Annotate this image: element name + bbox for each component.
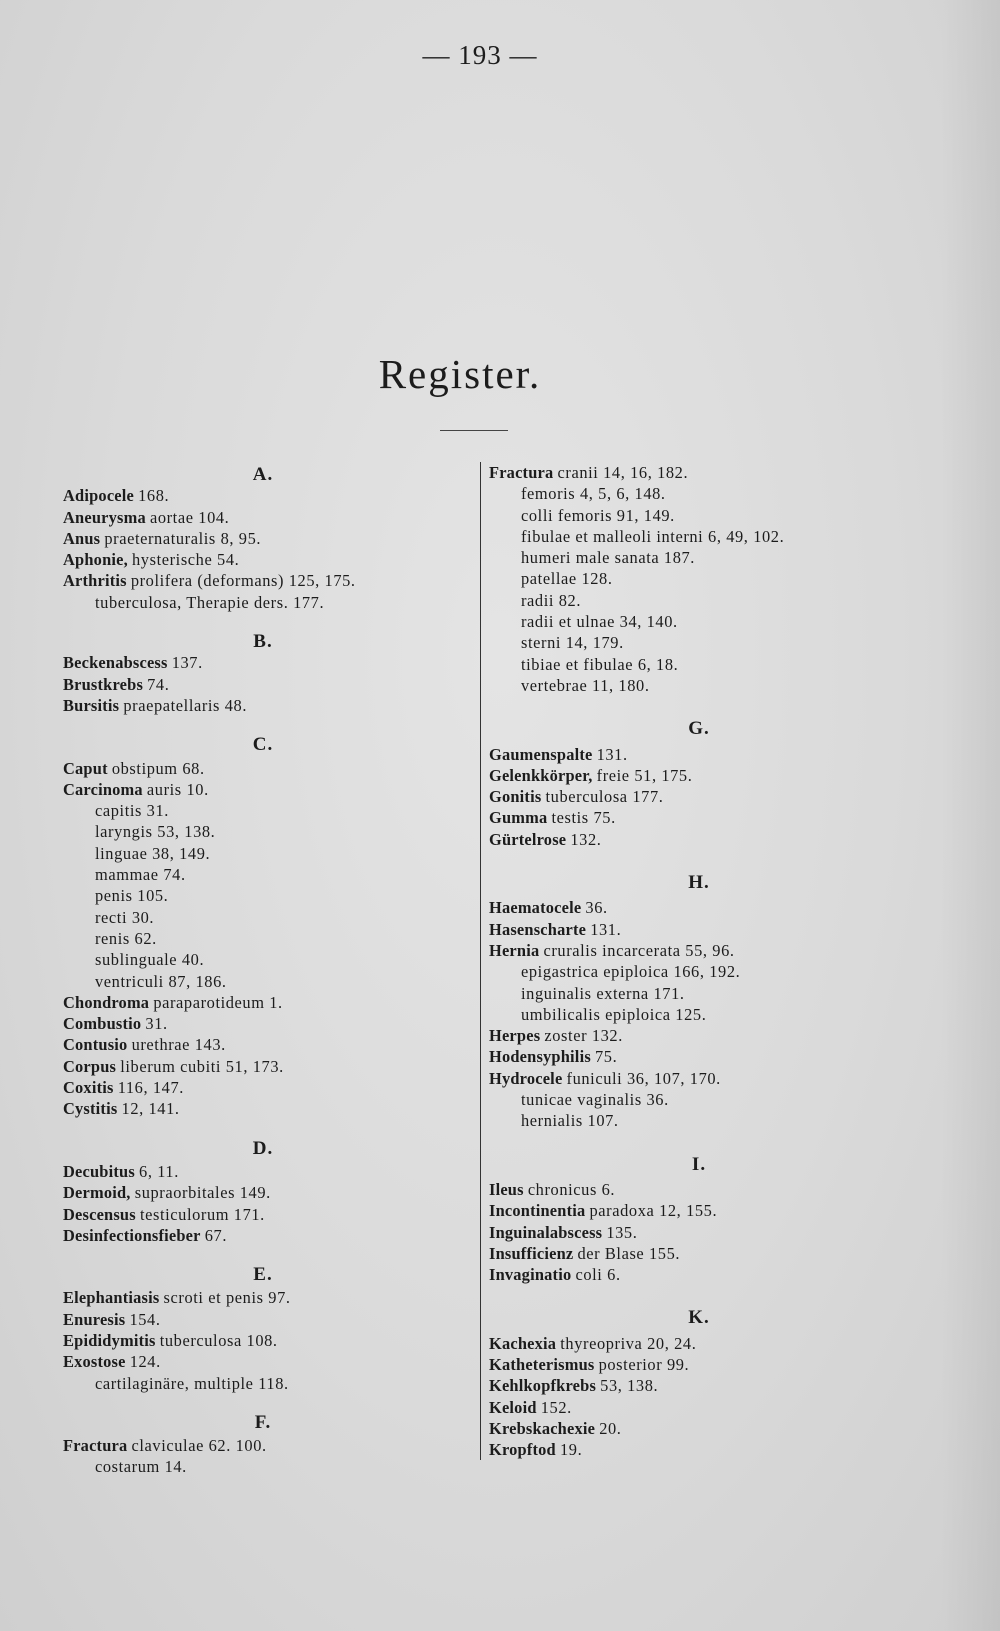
entry-pages: 135. bbox=[606, 1222, 638, 1242]
index-subentry bbox=[489, 568, 949, 589]
entry-term: Enuresis bbox=[63, 1309, 126, 1329]
entry-term: Corpus bbox=[63, 1056, 117, 1076]
index-entry bbox=[489, 1264, 949, 1285]
index-entry bbox=[489, 1222, 949, 1243]
index-subentry bbox=[489, 1004, 949, 1025]
index-subentry bbox=[489, 547, 949, 568]
index-section bbox=[63, 1138, 483, 1246]
index-section bbox=[63, 734, 483, 1119]
index-entry bbox=[489, 829, 949, 850]
entry-term: Kehlkopfkrebs bbox=[489, 1376, 597, 1396]
index-section bbox=[63, 631, 483, 716]
index-entry bbox=[489, 1439, 949, 1460]
index-entry bbox=[489, 1397, 949, 1418]
entry-pages: paraparotideum 1. bbox=[153, 992, 283, 1012]
index-entry bbox=[63, 1182, 483, 1203]
entry-pages: prolifera (deformans) 125, 175. bbox=[130, 571, 356, 591]
entry-term: Gumma bbox=[489, 808, 548, 828]
entry-pages: hernialis 107. bbox=[521, 1111, 619, 1131]
entry-pages: tuberculosa, Therapie ders. 177. bbox=[95, 592, 325, 612]
entry-pages: claviculae 62. 100. bbox=[131, 1436, 267, 1456]
entry-term: Adipocele bbox=[63, 486, 134, 506]
entry-pages: mammae 74. bbox=[95, 865, 186, 885]
page-edge-shadow bbox=[940, 0, 1000, 1631]
section-letter: I. bbox=[691, 1153, 707, 1175]
entry-pages: chronicus 6. bbox=[527, 1179, 616, 1199]
section-letter: C. bbox=[252, 734, 274, 756]
entry-term: Keloid bbox=[489, 1397, 537, 1417]
index-subentry bbox=[489, 1110, 949, 1131]
entry-term: Elephantiasis bbox=[63, 1288, 160, 1308]
entry-pages: tuberculosa 108. bbox=[159, 1330, 278, 1350]
entry-term: Fractura bbox=[489, 463, 554, 482]
section-letter: E. bbox=[253, 1264, 273, 1286]
index-entry bbox=[489, 1025, 949, 1046]
index-entry bbox=[63, 652, 483, 673]
section-letter: D. bbox=[252, 1137, 274, 1159]
index-entry bbox=[63, 1034, 483, 1055]
entry-pages: praeternaturalis 8, 95. bbox=[104, 528, 262, 548]
index-subentry bbox=[489, 483, 949, 504]
index-entry bbox=[63, 758, 483, 779]
section-letter: G. bbox=[688, 718, 710, 740]
index-section bbox=[63, 1412, 483, 1478]
index-entry bbox=[489, 765, 949, 786]
index-entry bbox=[63, 1330, 483, 1351]
entry-pages: 131. bbox=[596, 744, 628, 764]
entry-pages: capitis 31. bbox=[95, 801, 169, 821]
entry-pages: patellae 128. bbox=[521, 569, 613, 589]
entry-term: Bursitis bbox=[63, 695, 120, 715]
index-section bbox=[63, 464, 483, 613]
entry-term: Gürtelrose bbox=[489, 829, 567, 849]
index-subentry bbox=[489, 526, 949, 547]
entry-term: Cystitis bbox=[63, 1099, 118, 1119]
entry-pages: 168. bbox=[138, 486, 170, 506]
index-entry bbox=[63, 1225, 483, 1246]
entry-term: Aneurysma bbox=[63, 507, 146, 527]
entry-term: Chondroma bbox=[63, 992, 150, 1012]
entry-pages: freie 51, 175. bbox=[596, 765, 693, 785]
section-letter: A. bbox=[252, 464, 274, 485]
entry-pages: 75. bbox=[595, 1047, 618, 1067]
index-subentry bbox=[489, 611, 949, 632]
index-entry bbox=[489, 940, 949, 961]
entry-term: Coxitis bbox=[63, 1078, 114, 1098]
section-letter: B. bbox=[253, 631, 273, 653]
index-section bbox=[489, 718, 949, 850]
entry-term: Ileus bbox=[489, 1179, 524, 1199]
entry-term: Dermoid, bbox=[63, 1183, 131, 1203]
entry-pages: linguae 38, 149. bbox=[95, 843, 211, 863]
index-entry bbox=[63, 507, 483, 528]
index-subentry bbox=[63, 843, 483, 864]
index-subentry bbox=[489, 505, 949, 526]
index-entry bbox=[489, 1243, 949, 1264]
index-entry bbox=[63, 674, 483, 695]
index-entry bbox=[63, 485, 483, 506]
entry-term: Decubitus bbox=[63, 1161, 135, 1181]
entry-pages: hysterische 54. bbox=[132, 550, 240, 570]
entry-pages: praepatellaris 48. bbox=[123, 695, 248, 715]
index-subentry bbox=[63, 821, 483, 842]
index-section bbox=[489, 462, 949, 696]
entry-pages: radii 82. bbox=[521, 590, 582, 610]
entry-pages: laryngis 53, 138. bbox=[95, 822, 216, 842]
entry-term: Hydrocele bbox=[489, 1068, 563, 1088]
index-entry bbox=[63, 1077, 483, 1098]
index-subentry bbox=[63, 592, 483, 613]
index-entry bbox=[489, 1354, 949, 1375]
entry-term: Epididymitis bbox=[63, 1330, 156, 1350]
index-entry bbox=[63, 779, 483, 800]
index-subentry bbox=[63, 907, 483, 928]
entry-term: Anus bbox=[63, 528, 101, 548]
index-subentry bbox=[489, 675, 949, 696]
index-subentry bbox=[63, 1373, 483, 1394]
entry-term: Aphonie, bbox=[63, 550, 128, 570]
entry-pages: 12, 141. bbox=[121, 1099, 180, 1119]
index-entry bbox=[489, 462, 949, 483]
title-rule bbox=[440, 430, 508, 431]
index-entry bbox=[63, 549, 483, 570]
entry-pages: testis 75. bbox=[551, 808, 616, 828]
entry-term: Contusio bbox=[63, 1035, 128, 1055]
index-entry bbox=[489, 1375, 949, 1396]
index-section bbox=[489, 872, 949, 1132]
index-subentry bbox=[63, 885, 483, 906]
index-entry bbox=[489, 1068, 949, 1089]
index-entry bbox=[63, 1435, 483, 1456]
entry-pages: obstipum 68. bbox=[111, 758, 205, 778]
index-section bbox=[489, 1154, 949, 1286]
index-subentry bbox=[489, 983, 949, 1004]
entry-pages: epigastrica epiploica 166, 192. bbox=[521, 962, 741, 982]
entry-pages: 67. bbox=[204, 1225, 228, 1245]
index-entry bbox=[63, 528, 483, 549]
entry-term: Gaumenspalte bbox=[489, 744, 593, 764]
entry-pages: thyreopriva 20, 24. bbox=[560, 1333, 697, 1353]
index-entry bbox=[63, 1161, 483, 1182]
entry-pages: der Blase 155. bbox=[577, 1243, 681, 1263]
entry-pages: auris 10. bbox=[146, 779, 209, 799]
entry-pages: inguinalis externa 171. bbox=[521, 983, 685, 1003]
entry-pages: 137. bbox=[171, 653, 203, 673]
entry-pages: penis 105. bbox=[95, 886, 169, 906]
entry-term: Haematocele bbox=[489, 898, 582, 918]
page-number: — 193 — bbox=[422, 40, 538, 70]
index-entry bbox=[489, 897, 949, 918]
entry-pages: coli 6. bbox=[575, 1265, 621, 1285]
entry-pages: radii et ulnae 34, 140. bbox=[521, 612, 678, 632]
entry-pages: umbilicalis epiploica 125. bbox=[521, 1004, 707, 1024]
section-letter: H. bbox=[688, 872, 710, 894]
index-entry bbox=[489, 1333, 949, 1354]
entry-pages: 116, 147. bbox=[117, 1078, 184, 1098]
entry-term: Incontinentia bbox=[489, 1201, 586, 1221]
entry-pages: sterni 14, 179. bbox=[521, 633, 624, 653]
entry-term: Katheterismus bbox=[489, 1354, 595, 1374]
index-entry bbox=[489, 1179, 949, 1200]
entry-pages: vertebrae 11, 180. bbox=[521, 675, 650, 695]
index-subentry bbox=[63, 800, 483, 821]
index-entry bbox=[489, 744, 949, 765]
entry-pages: 31. bbox=[145, 1014, 168, 1034]
entry-term: Kropftod bbox=[489, 1440, 556, 1460]
index-subentry bbox=[63, 971, 483, 992]
index-entry bbox=[63, 1204, 483, 1225]
index-subentry bbox=[63, 949, 483, 970]
entry-pages: scroti et penis 97. bbox=[163, 1288, 291, 1308]
entry-term: Inguinalabscess bbox=[489, 1222, 603, 1242]
entry-pages: ventriculi 87, 186. bbox=[95, 971, 227, 991]
section-letter: K. bbox=[688, 1307, 710, 1329]
entry-pages: cartilaginäre, multiple 118. bbox=[95, 1373, 289, 1393]
index-entry bbox=[63, 1056, 483, 1077]
entry-term: Gonitis bbox=[489, 787, 542, 807]
entry-pages: tunicae vaginalis 36. bbox=[521, 1090, 669, 1110]
entry-pages: sublinguale 40. bbox=[95, 950, 205, 970]
entry-pages: cruralis incarcerata 55, 96. bbox=[543, 940, 735, 960]
entry-pages: urethrae 143. bbox=[131, 1035, 226, 1055]
entry-pages: fibulae et malleoli interni 6, 49, 102. bbox=[521, 526, 785, 546]
entry-pages: femoris 4, 5, 6, 148. bbox=[521, 484, 666, 504]
entry-pages: costarum 14. bbox=[95, 1457, 187, 1477]
entry-term: Descensus bbox=[63, 1204, 136, 1224]
entry-term: Hernia bbox=[489, 940, 540, 960]
entry-pages: zoster 132. bbox=[544, 1026, 623, 1046]
index-subentry bbox=[63, 928, 483, 949]
index-subentry bbox=[489, 590, 949, 611]
entry-term: Invaginatio bbox=[489, 1265, 572, 1285]
entry-pages: recti 30. bbox=[95, 907, 155, 927]
index-entry bbox=[489, 1200, 949, 1221]
entry-pages: 36. bbox=[585, 898, 608, 918]
entry-term: Exostose bbox=[63, 1352, 126, 1372]
entry-term: Carcinoma bbox=[63, 779, 143, 799]
entry-pages: 74. bbox=[147, 674, 170, 694]
entry-pages: 53, 138. bbox=[600, 1376, 659, 1396]
entry-pages: 20. bbox=[599, 1418, 622, 1438]
page-title: Register. bbox=[378, 351, 542, 397]
index-section bbox=[63, 1264, 483, 1394]
index-subentry bbox=[489, 1089, 949, 1110]
entry-pages: cranii 14, 16, 182. bbox=[557, 463, 689, 482]
index-subentry bbox=[63, 1456, 483, 1477]
index-entry bbox=[63, 992, 483, 1013]
entry-term: Desinfectionsfieber bbox=[63, 1225, 201, 1245]
index-entry bbox=[489, 786, 949, 807]
entry-pages: 132. bbox=[570, 829, 602, 849]
index-entry bbox=[489, 1418, 949, 1439]
entry-pages: supraorbitales 149. bbox=[134, 1183, 271, 1203]
entry-pages: colli femoris 91, 149. bbox=[521, 505, 675, 525]
entry-pages: 131. bbox=[590, 919, 622, 939]
entry-term: Insufficienz bbox=[489, 1243, 574, 1263]
entry-term: Kachexia bbox=[489, 1333, 557, 1353]
entry-term: Caput bbox=[63, 758, 108, 778]
entry-pages: tibiae et fibulae 6, 18. bbox=[521, 654, 679, 674]
entry-pages: 19. bbox=[559, 1440, 583, 1460]
entry-pages: aortae 104. bbox=[149, 507, 230, 527]
entry-pages: tuberculosa 177. bbox=[545, 787, 664, 807]
index-entry bbox=[63, 1309, 483, 1330]
entry-pages: 152. bbox=[540, 1397, 572, 1417]
index-section bbox=[489, 1307, 949, 1460]
entry-pages: paradoxa 12, 155. bbox=[589, 1201, 718, 1221]
entry-pages: 124. bbox=[129, 1352, 161, 1372]
index-entry bbox=[489, 919, 949, 940]
index-subentry bbox=[489, 632, 949, 653]
index-entry bbox=[63, 695, 483, 716]
entry-pages: 6, 11. bbox=[139, 1161, 179, 1181]
entry-pages: funiculi 36, 107, 170. bbox=[566, 1068, 721, 1088]
index-entry bbox=[63, 1013, 483, 1034]
entry-term: Fractura bbox=[63, 1436, 128, 1456]
index-entry bbox=[63, 1098, 483, 1119]
entry-term: Gelenkkörper, bbox=[489, 765, 593, 785]
index-entry bbox=[489, 1046, 949, 1067]
entry-pages: renis 62. bbox=[95, 928, 157, 948]
entry-term: Arthritis bbox=[63, 571, 127, 591]
entry-term: Hasenscharte bbox=[489, 919, 587, 939]
index-column-right bbox=[480, 462, 949, 1460]
entry-pages: 154. bbox=[129, 1309, 161, 1329]
index-subentry bbox=[489, 961, 949, 982]
entry-term: Combustio bbox=[63, 1014, 142, 1034]
entry-pages: liberum cubiti 51, 173. bbox=[120, 1056, 284, 1076]
index-entry bbox=[63, 1287, 483, 1308]
index-subentry bbox=[63, 864, 483, 885]
index-entry bbox=[63, 570, 483, 591]
entry-term: Beckenabscess bbox=[63, 653, 168, 673]
index-entry bbox=[63, 1351, 483, 1372]
index-subentry bbox=[489, 654, 949, 675]
entry-term: Herpes bbox=[489, 1026, 541, 1046]
entry-pages: humeri male sanata 187. bbox=[521, 548, 696, 568]
section-letter: F. bbox=[254, 1411, 272, 1433]
entry-term: Hodensyphilis bbox=[489, 1047, 591, 1067]
entry-pages: testiculorum 171. bbox=[139, 1204, 265, 1224]
entry-term: Krebskachexie bbox=[489, 1418, 596, 1438]
index-entry bbox=[489, 807, 949, 828]
index-column-left bbox=[63, 458, 483, 1478]
entry-pages: posterior 99. bbox=[598, 1354, 690, 1374]
entry-term: Brustkrebs bbox=[63, 674, 144, 694]
